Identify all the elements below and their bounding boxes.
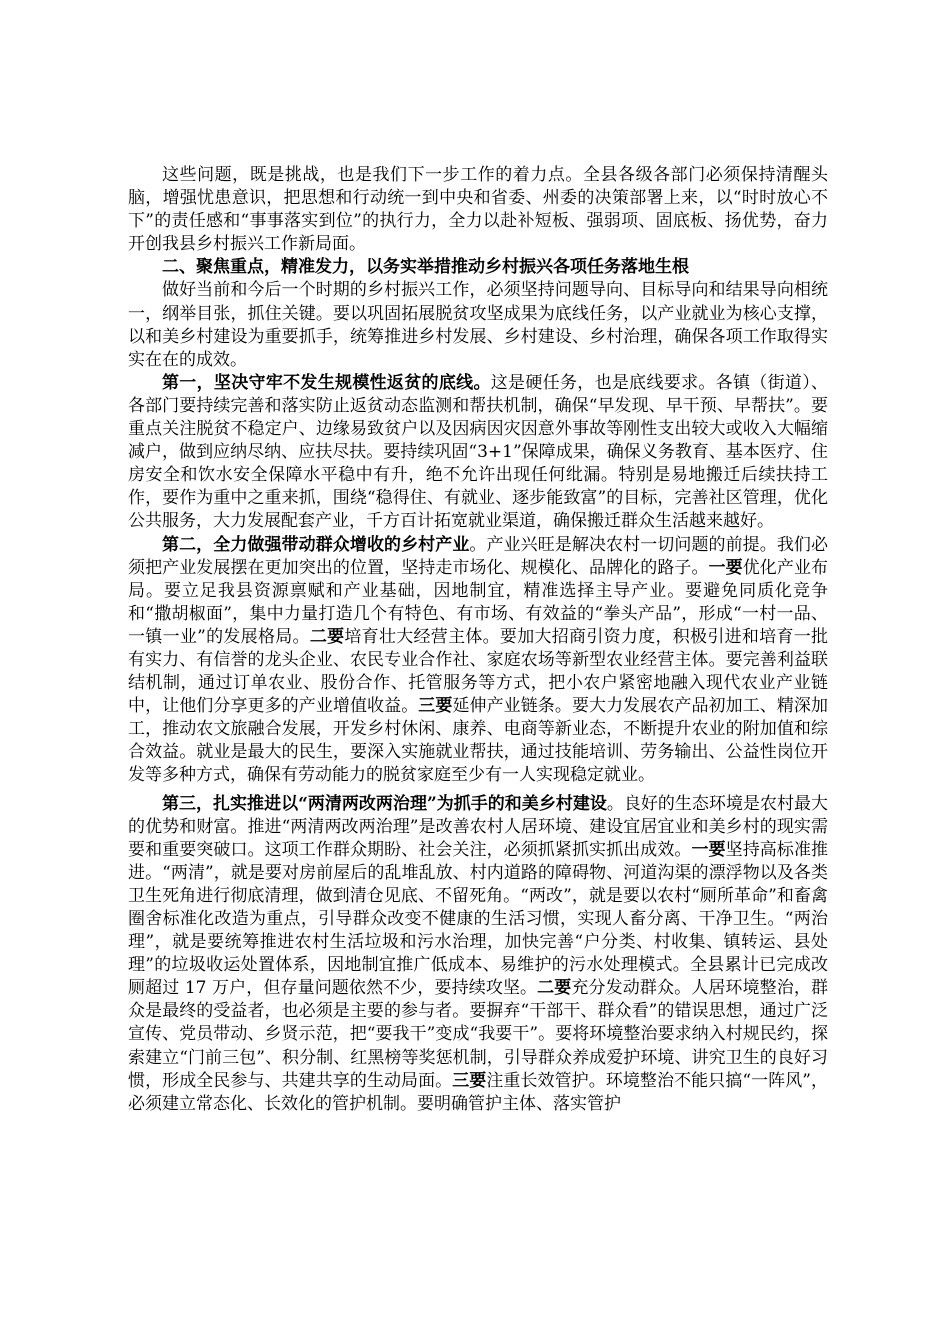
section-heading-two: 二、聚焦重点，精准发力，以务实举措推动乡村振兴各项任务落地生根 xyxy=(162,257,689,278)
paragraph-third-key-3: 三要 xyxy=(452,1070,487,1091)
paragraph-second-text-1: 。产业兴旺是解决农村一切问题的前提。我们必须把产业发展摆在更加突出的位置，坚持走市场化、规模化、品牌化的路子。 xyxy=(128,534,829,578)
paragraph-second-text-3: 培育壮大经营主体。要加大招商引资力度，积极引进和培育一批有实力、有信誉的龙头企业、农民专业合作社、家庭农场等新型农业经营主体。要完善利益联结机制，通过订单农业、股份合作、托管服务等方式，把小农户紧密地融入现代农业产业链中，让他们分享更多的产业增值收益。 xyxy=(128,626,829,717)
paragraph-first-lead: 第一，坚决守牢不发生规模性返贫的底线。 xyxy=(162,372,491,393)
paragraph-third-lead: 第三，扎实推进以“两清两改两治理”为抓手的和美乡村建设 xyxy=(162,793,607,814)
paragraph-second-key-2: 二要 xyxy=(309,626,345,647)
paragraph-third-text-3: 充分发动群众。人居环境整治，群众是最终的受益者，也必须是主要的参与者。要摒弃“干部干、群众看”的错误思想，通过广泛宣传、党员带动、乡贤示范，把“要我干”变成“我要干”。要将环境整治要求纳入村规民约，探索建立“门前三包”、积分制、红黑榜等奖惩机制，引导群众养成爱护环境、讲究卫生的良好习惯，形成全民参与、共建共享的生动局面。 xyxy=(128,978,828,1091)
paragraph-intro: 这些问题，既是挑战，也是我们下一步工作的着力点。全县各级各部门必须保持清醒头脑，增强忧患意识，把思想和行动统一到中央和省委、州委的决策部署上来，以“时时放心不下”的责任感和“事事落实到位”的执行力，全力以赴补短板、强弱项、固底板、扬优势，奋力开创我县乡村振兴工作新局面。 xyxy=(128,165,828,255)
paragraph-third-text-1: 。良好的生态环境是农村最大的优势和财富。推进“两清两改两治理”是改善农村人居环境、建设宜居宜业和美乡村的现实需要和重要突破口。这项工作群众期盼、社会关注，必须抓紧抓实抓出成效。 xyxy=(128,793,828,860)
paragraph-second-lead: 第二，全力做强带动群众增收的乡村产业 xyxy=(162,534,470,555)
paragraph-third-text-2: 坚持高标准推进。“两清”，就是要对房前屋后的乱堆乱放、村内道路的障碍物、河道沟渠的漂浮物以及各类卫生死角进行彻底清理，做到清仓见底、不留死角。“两改”，就是要以农村“厕所革命”和畜禽圈舍标准化改造为重点，引导群众改变不健康的生活习惯，实现人畜分离、干净卫生。“两治理”，就是要统筹推进农村生活垃圾和污水治理，加快完善“户分类、村收集、镇转运、县处理”的垃圾收运处置体系，因地制宜推广低成本、易维护的污水处理模式。全县累计已完成改厕超过 17 万户，但存量问题依然不少，要持续攻坚。 xyxy=(128,839,829,999)
paragraph-second-key-1: 一要 xyxy=(708,557,743,578)
paragraph-third-key-1: 一要 xyxy=(691,839,726,860)
document-body xyxy=(128,164,828,1116)
paragraph-first xyxy=(128,372,828,534)
paragraph-third xyxy=(128,793,828,1116)
paragraph-third-key-2: 二要 xyxy=(537,978,572,999)
paragraph-second-text-2: 优化产业布局。要立足我县资源禀赋和产业基础，因地制宜，精准选择主导产业。要避免同质化竞争和“撒胡椒面”，集中力量打造几个有特色、有市场、有效益的“拳头产品”，形成“一村一品、一镇一业”的发展格局。 xyxy=(128,557,829,647)
paragraph-second-key-3: 三要 xyxy=(418,696,453,717)
paragraph-overview: 做好当前和今后一个时期的乡村振兴工作，必须坚持问题导向、目标导向和结果导向相统一，纲举目张，抓住关键。要以巩固拓展脱贫攻坚成果为底线任务，以产业就业为核心支撑，以和美乡村建设为重要抓手，统筹推进乡村发展、乡村建设、乡村治理，确保各项工作取得实实在在的成效。 xyxy=(128,280,828,370)
paragraph-first-body: 这是硬任务，也是底线要求。各镇（街道）、各部门要持续完善和落实防止返贫动态监测和帮扶机制，确保“早发现、早干预、早帮扶”。要重点关注脱贫不稳定户、边缘易致贫户以及因病因灾因意外事故等刚性支出较大或收入大幅缩减户，做到应纳尽纳、应扶尽扶。要持续巩固“3+1”保障成果，确保义务教育、基本医疗、住房安全和饮水安全保障水平稳中有升，绝不允许出现任何纰漏。特别是易地搬迁后续扶持工作，要作为重中之重来抓，围绕“稳得住、有就业、逐步能致富”的目标，完善社区管理，优化公共服务，大力发展配套产业，千方百计拓宽就业渠道，确保搬迁群众生活越来越好。 xyxy=(128,372,828,532)
paragraph-second-text-4: 延伸产业链条。要大力发展农产品初加工、精深加工，推动农文旅融合发展，开发乡村休闲、康养、电商等新业态，不断提升农业的附加值和综合效益。就业是最大的民生，要深入实施就业帮扶，通过技能培训、劳务输出、公益性岗位开发等多种方式，确保有劳动能力的脱贫家庭至少有一人实现稳定就业。 xyxy=(128,696,829,786)
paragraph-second xyxy=(128,534,828,788)
paragraph-third-text-4: 注重长效管护。环境整治不能只搞“一阵风”，必须建立常态化、长效化的管护机制。要明确管护主体、落实管护 xyxy=(128,1070,829,1114)
